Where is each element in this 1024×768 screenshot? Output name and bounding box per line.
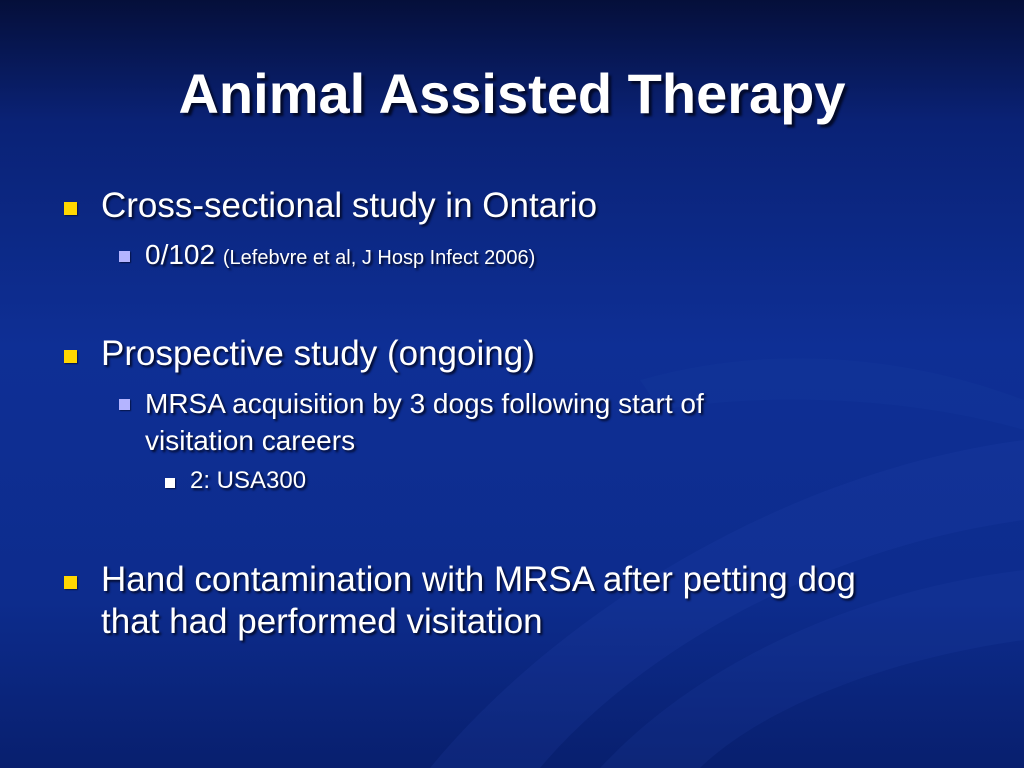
bullet-square-icon	[64, 350, 77, 363]
citation: (Lefebvre et al, J Hosp Infect 2006)	[222, 247, 536, 269]
bullet-square-icon	[64, 202, 77, 215]
sub-sub-bullet-square-icon	[165, 478, 175, 488]
sub-bullet-square-icon	[119, 399, 130, 410]
bullet-prospective-study: Prospective study (ongoing)	[101, 334, 535, 373]
sub-bullet-mrsa-acquisition	[145, 385, 704, 459]
sub-bullet-line-1: MRSA acquisition by 3 dogs following start of	[145, 388, 704, 419]
bullet-cross-sectional-study: Cross-sectional study in Ontario	[101, 186, 598, 225]
bullet-square-icon	[64, 576, 77, 589]
sub-bullet-0-102	[145, 236, 535, 277]
bullet-line-1: Hand contamination with MRSA after petting dog	[101, 560, 856, 599]
result-count: 0/102	[145, 239, 216, 270]
slide-title: Animal Assisted Therapy	[178, 62, 846, 125]
bullet-hand-contamination	[101, 559, 856, 643]
sub-bullet-line-2: visitation careers	[145, 425, 356, 456]
sub-sub-bullet-usa300: 2: USA300	[190, 467, 307, 494]
bullet-line-2: that had performed visitation	[101, 602, 543, 641]
sub-bullet-square-icon	[119, 251, 130, 262]
